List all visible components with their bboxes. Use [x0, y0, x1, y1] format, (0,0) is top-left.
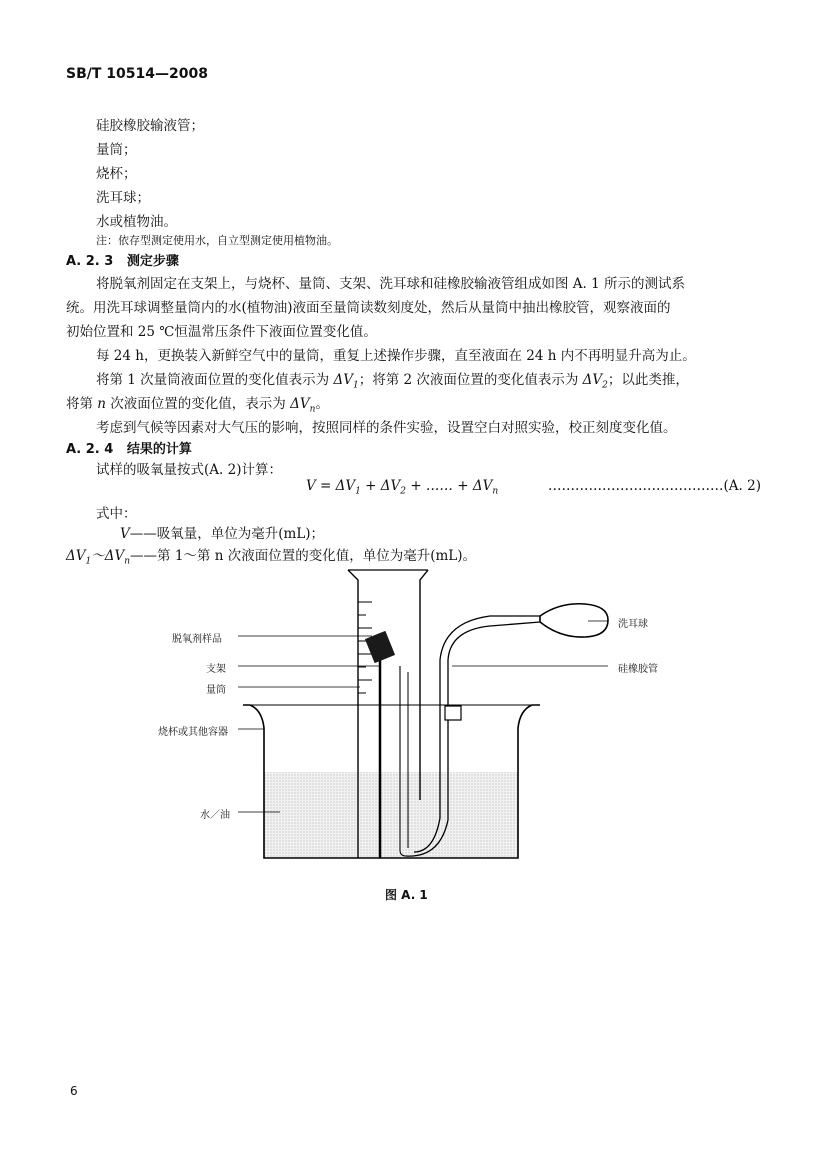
section-title: 结果的计算 [126, 442, 192, 457]
section-title: 测定步骤 [126, 254, 179, 269]
material-item: 烧杯； [96, 166, 137, 182]
label-sample: 脱氧剂样品 [172, 634, 222, 645]
label-liquid: 水／油 [200, 810, 230, 821]
formula: $V = \Delta V_1 + \Delta V_2$ + …… + $\Delta V_n$ [306, 478, 499, 497]
label-cylinder: 量筒 [206, 685, 226, 696]
where-label: 式中： [96, 506, 137, 522]
paragraph-line: 将第 n 次液面位置的变化值，表示为 $\Delta V_n$。 [66, 396, 329, 415]
paragraph-line: 将第 1 次量筒液面位置的变化值表示为 $\Delta V_1$；将第 2 次液面位置的变化值表示为 $\Delta V_2$；以此类推， [96, 372, 689, 391]
note: 注：依存型测定使用水，自立型测定使用植物油。 [96, 234, 338, 247]
material-item: 水或植物油。 [96, 214, 177, 230]
section-number: A. 2. 4 [66, 442, 114, 457]
figure-caption: 图 A. 1 [385, 888, 428, 902]
paragraph-line: 考虑到气候等因素对大气压的影响，按照同样的条件实验，设置空白对照实验，校正刻度变化值。 [96, 420, 677, 436]
paragraph-line: 将脱氧剂固定在支架上，与烧杯、量筒、支架、洗耳球和硅橡胶输液管组成如图 A. 1 所示的测试系 [96, 276, 686, 292]
label-bulb: 洗耳球 [618, 619, 648, 630]
material-item: 洗耳球； [96, 190, 150, 206]
section-heading-a23 [66, 250, 179, 269]
formula-number: …………………………………(A. 2) [548, 478, 761, 494]
label-beaker: 烧杯或其他容器 [158, 727, 228, 738]
paragraph-line: 统。用洗耳球调整量筒内的水(植物油)液面至量筒读数刻度处，然后从量筒中抽出橡胶管，观察液面的 [66, 300, 671, 316]
definition: $\Delta V_1\sim\Delta V_n——$第 1～第 n 次液面位置的变化值，单位为毫升(mL)。 [66, 548, 476, 567]
paragraph-line: 初始位置和 25 ℃恒温常压条件下液面位置变化值。 [66, 324, 377, 340]
section-heading-a24 [66, 438, 192, 457]
material-item: 硅胶橡胶输液管； [96, 118, 204, 134]
material-item: 量筒； [96, 142, 137, 158]
label-tube: 硅橡胶管 [618, 664, 658, 675]
figure-a1 [0, 560, 827, 880]
rubber-bulb [540, 604, 608, 637]
section-number: A. 2. 3 [66, 254, 114, 269]
paragraph-line: 试样的吸氧量按式(A. 2)计算： [96, 462, 282, 478]
page-number: 6 [70, 1084, 78, 1098]
definition: V——吸氧量，单位为毫升(mL)； [120, 526, 325, 542]
paragraph-line: 每 24 h，更换装入新鲜空气中的量筒，重复上述操作步骤，直至液面在 24 h 内不再明显升高为止。 [96, 348, 696, 364]
liquid [263, 772, 518, 858]
label-stand: 支架 [206, 664, 226, 675]
standard-code: SB/T 10514—2008 [66, 66, 208, 82]
